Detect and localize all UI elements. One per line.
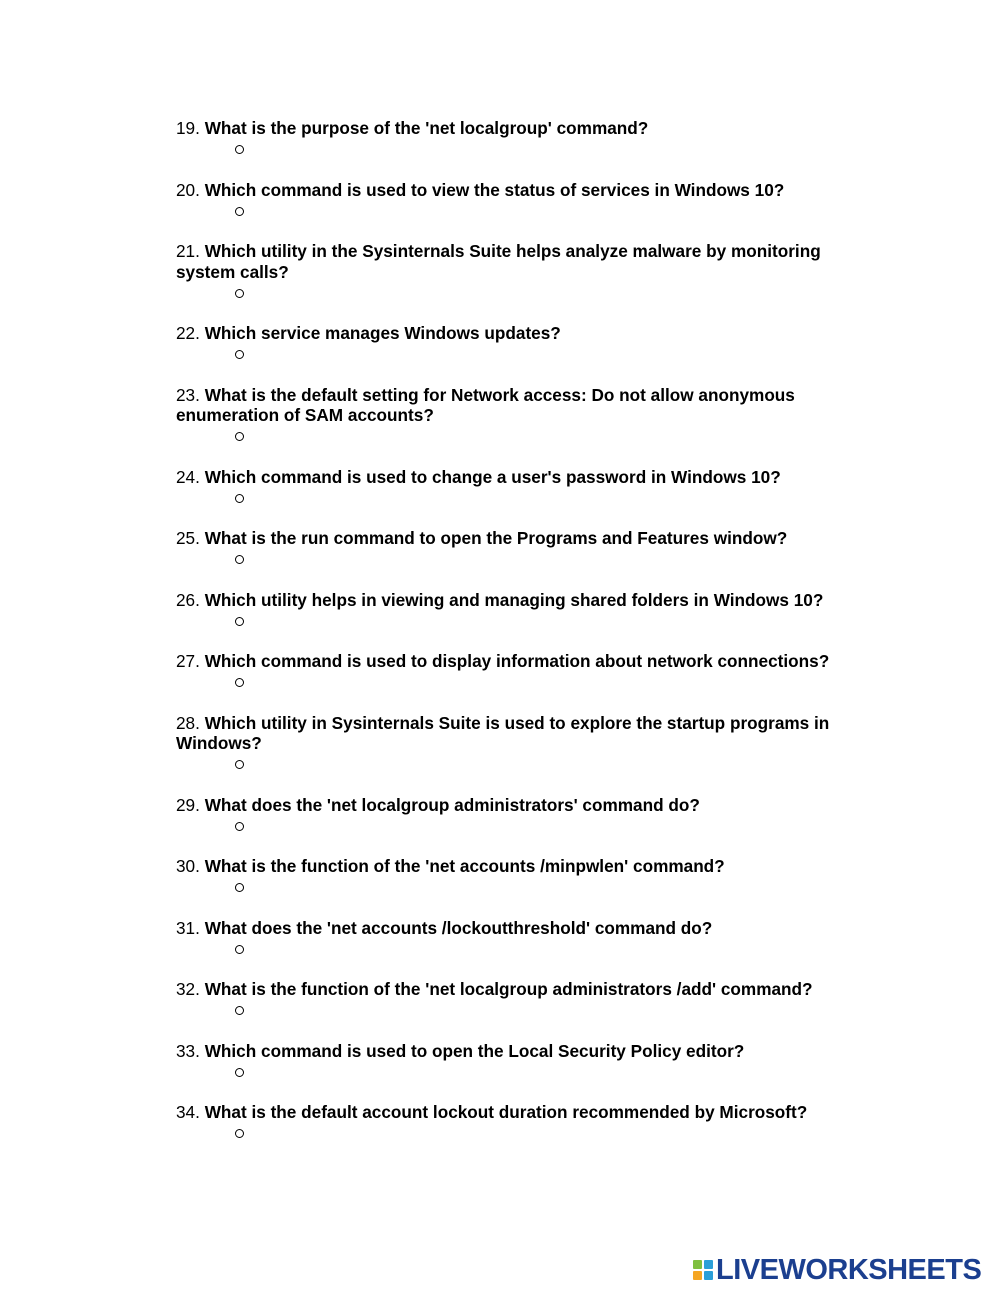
question-number: 32. [176, 979, 200, 999]
radio-circle-icon[interactable] [235, 494, 244, 503]
question-text [176, 590, 876, 611]
question-text [176, 713, 876, 754]
question-text [176, 323, 876, 344]
question-text [176, 241, 876, 282]
question-text [176, 118, 876, 139]
answer-option[interactable] [235, 816, 876, 836]
question-text [176, 385, 876, 426]
question-number: 21. [176, 241, 200, 261]
answer-option[interactable] [235, 488, 876, 508]
question-body: What is the default setting for Network access: Do not allow anonymous enumeration of SAM accounts? [176, 384, 795, 425]
answer-option[interactable] [235, 878, 876, 898]
answer-option[interactable] [235, 673, 876, 693]
question-body: What is the run command to open the Programs and Features window? [204, 528, 788, 548]
question-number: 28. [176, 712, 200, 733]
radio-circle-icon[interactable] [235, 760, 244, 769]
question-item [176, 118, 876, 160]
question-number: 34. [176, 1102, 200, 1122]
question-item [176, 795, 876, 837]
question-number: 26. [176, 589, 200, 610]
answer-option[interactable] [235, 201, 876, 221]
question-item [176, 979, 876, 1021]
question-text [176, 528, 876, 549]
answer-option[interactable] [235, 140, 876, 160]
question-text [176, 795, 876, 816]
question-text [176, 979, 876, 1000]
question-body: What is the purpose of the 'net localgroup' command? [204, 118, 649, 138]
question-number: 30. [176, 856, 200, 876]
answer-option[interactable] [235, 283, 876, 303]
question-text [176, 651, 876, 672]
answer-option[interactable] [235, 345, 876, 365]
answer-option[interactable] [235, 1001, 876, 1021]
question-item [176, 590, 876, 632]
question-item [176, 856, 876, 898]
radio-circle-icon[interactable] [235, 1006, 244, 1015]
question-body: Which utility in Sysinternals Suite is used to explore the startup programs in Windows? [176, 712, 830, 753]
question-item [176, 918, 876, 960]
liveworksheets-brand [693, 1253, 981, 1287]
question-body: Which command is used to change a user's password in Windows 10? [204, 466, 781, 487]
radio-circle-icon[interactable] [235, 207, 244, 216]
radio-circle-icon[interactable] [235, 678, 244, 687]
radio-circle-icon[interactable] [235, 617, 244, 626]
radio-circle-icon[interactable] [235, 432, 244, 441]
question-number: 22. [176, 323, 200, 343]
question-text [176, 1102, 876, 1123]
question-text [176, 180, 876, 201]
question-text [176, 467, 876, 488]
radio-circle-icon[interactable] [235, 945, 244, 954]
question-body: Which utility in the Sysinternals Suite helps analyze malware by monitoring system calls? [176, 241, 821, 282]
question-body: What does the 'net localgroup administrators' command do? [204, 794, 700, 815]
radio-circle-icon[interactable] [235, 822, 244, 831]
radio-circle-icon[interactable] [235, 145, 244, 154]
question-item [176, 713, 876, 775]
logo-square-blue-2 [704, 1271, 713, 1280]
answer-option[interactable] [235, 755, 876, 775]
question-body: What does the 'net accounts /lockoutthreshold' command do? [204, 917, 713, 938]
question-number: 27. [176, 651, 200, 671]
answer-option[interactable] [235, 550, 876, 570]
question-item [176, 180, 876, 222]
question-number: 23. [176, 384, 200, 405]
question-item [176, 1041, 876, 1083]
question-body: Which command is used to view the status of services in Windows 10? [204, 179, 785, 200]
answer-option[interactable] [235, 1124, 876, 1144]
question-body: What is the function of the 'net localgroup administrators /add' command? [204, 979, 813, 999]
answer-option[interactable] [235, 611, 876, 631]
liveworksheets-logo-icon [693, 1260, 713, 1280]
question-text [176, 918, 876, 939]
radio-circle-icon[interactable] [235, 350, 244, 359]
question-body: Which command is used to open the Local Security Policy editor? [204, 1040, 745, 1061]
logo-square-blue [704, 1260, 713, 1269]
question-number: 20. [176, 179, 200, 200]
question-item [176, 651, 876, 693]
question-number: 25. [176, 528, 200, 548]
question-list [176, 118, 876, 1164]
question-number: 29. [176, 794, 200, 815]
radio-circle-icon[interactable] [235, 883, 244, 892]
question-body: Which command is used to display information about network connections? [204, 651, 830, 671]
question-body: Which utility helps in viewing and managing shared folders in Windows 10? [204, 589, 824, 610]
question-item [176, 467, 876, 509]
question-number: 31. [176, 917, 200, 938]
question-number: 24. [176, 466, 200, 487]
question-item [176, 1102, 876, 1144]
brand-name: LIVEWORKSHEETS [716, 1254, 982, 1286]
question-text [176, 856, 876, 877]
question-number: 33. [176, 1040, 200, 1061]
answer-option[interactable] [235, 427, 876, 447]
logo-square-orange [693, 1271, 702, 1280]
radio-circle-icon[interactable] [235, 289, 244, 298]
answer-option[interactable] [235, 1062, 876, 1082]
radio-circle-icon[interactable] [235, 1068, 244, 1077]
question-body: Which service manages Windows updates? [204, 323, 561, 343]
question-item [176, 241, 876, 303]
question-text [176, 1041, 876, 1062]
question-item [176, 528, 876, 570]
question-item [176, 323, 876, 365]
question-body: What is the function of the 'net accounts /minpwlen' command? [204, 856, 725, 876]
question-item [176, 385, 876, 447]
logo-square-green [693, 1260, 702, 1269]
question-number: 19. [176, 118, 200, 138]
radio-circle-icon[interactable] [235, 1129, 244, 1138]
answer-option[interactable] [235, 939, 876, 959]
question-body: What is the default account lockout duration recommended by Microsoft? [204, 1102, 808, 1122]
radio-circle-icon[interactable] [235, 555, 244, 564]
